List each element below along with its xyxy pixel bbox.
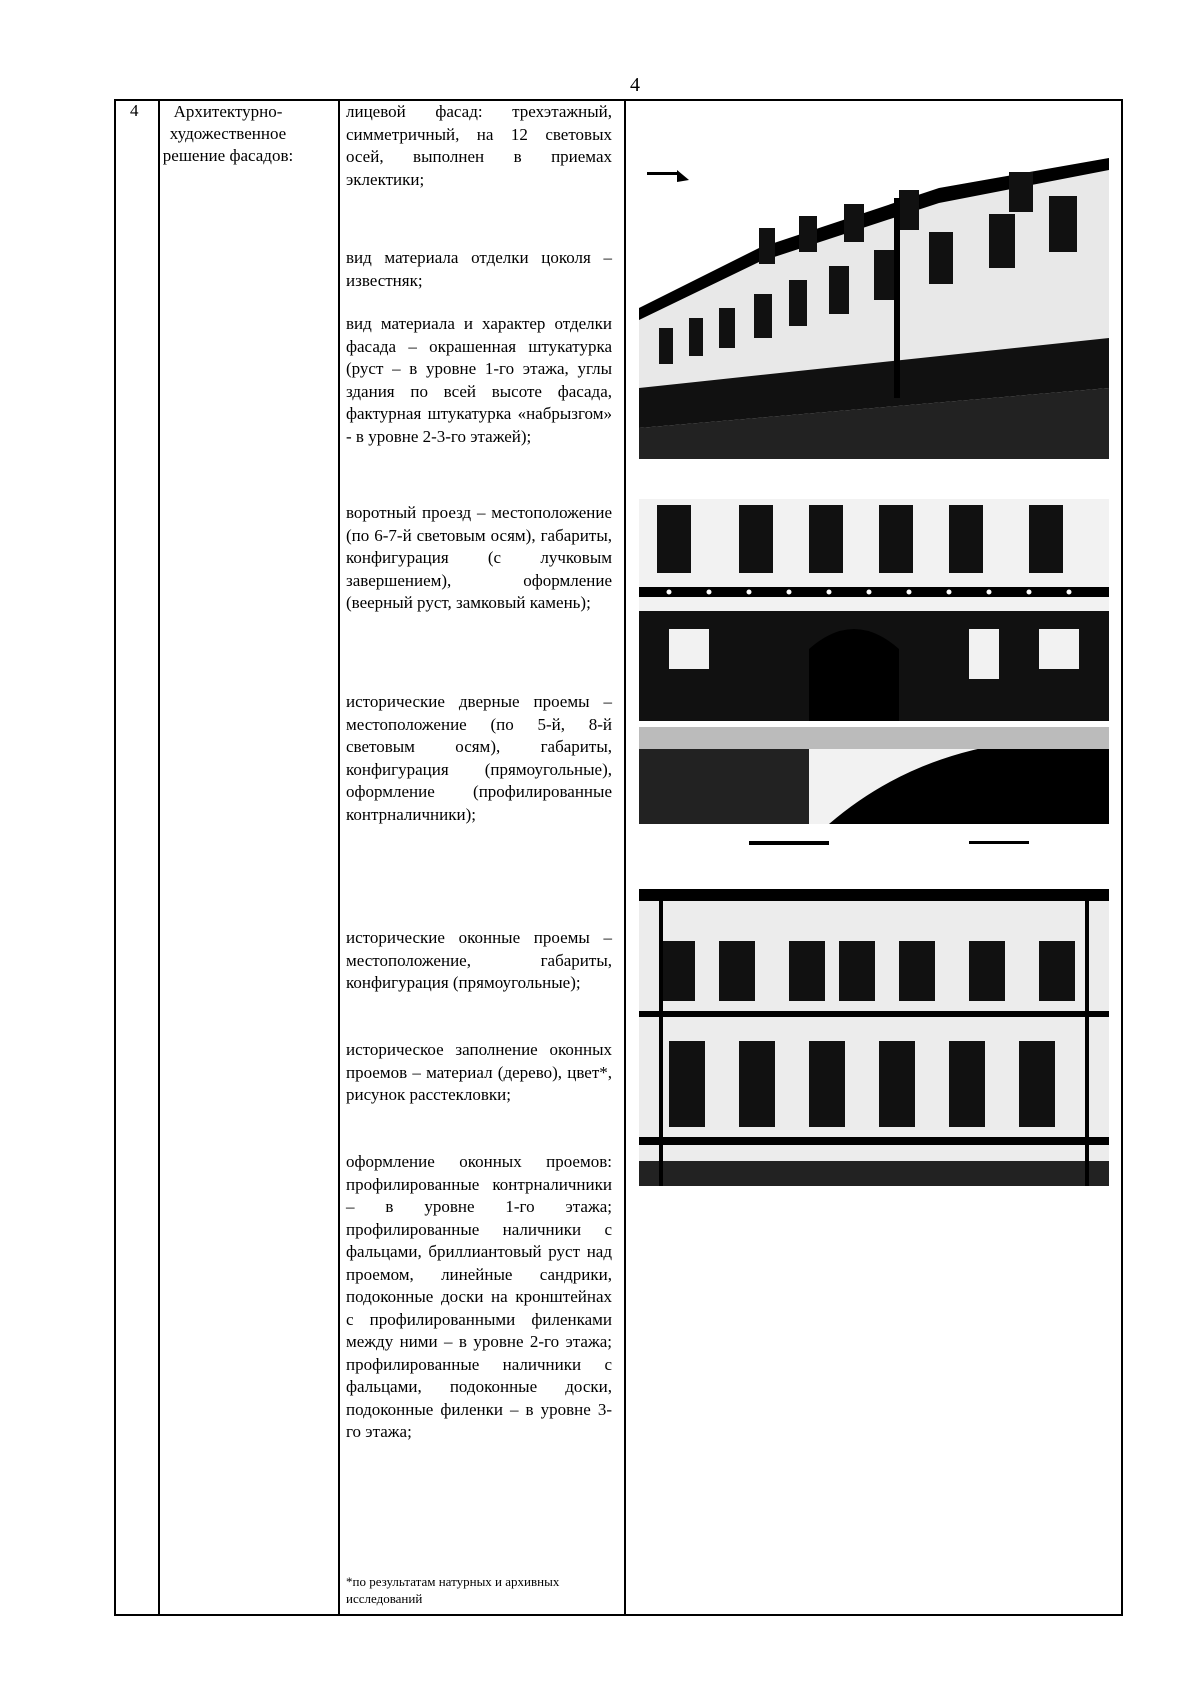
- facade-photo-gateway: [639, 499, 1109, 824]
- row-name: Архитектурно-художественное решение фасадов:: [162, 102, 294, 165]
- column-divider: [158, 101, 160, 1614]
- paragraph-window-fill: историческое заполнение оконных проемов – материал (дерево), цвет*, рисунок расстекловки;: [346, 1040, 612, 1104]
- paragraph-window-decor: оформление оконных проемов: профилированные контрналичники – в уровне 1-го этажа; профилированные наличники с фальцами, бриллиантовый руст над проемом, линейные сандрики, подоконные доски на кронштейнах с профилированными филенками между ними – в уровне 2-го этажа; профилированные наличники с фальцами, подоконные доски, подоконные филенки – в уровне 3-го этажа;: [346, 1152, 612, 1441]
- paragraph-finish: вид материала и характер отделки фасада – окрашенная штукатурка (руст – в уровне 1-го этажа, углы здания по всей высоте фасада, фактурная штукатурка «набрызгом» - в уровне 2-3-го этажей);: [346, 314, 612, 446]
- paragraph-windows: исторические оконные проемы – местоположение, габариты, конфигурация (прямоугольные);: [346, 928, 612, 992]
- facade-photo-windows: [639, 841, 1109, 1186]
- footnote: *по результатам натурных и архивных исследований: [346, 1574, 560, 1606]
- paragraph-gateway: воротный проезд – местоположение (по 6-7-й световым осям), габариты, конфигурация (с лучковым завершением), оформление (веерный руст, замковый камень);: [346, 503, 612, 612]
- column-divider: [624, 101, 626, 1614]
- paragraph-facade: лицевой фасад: трехэтажный, симметричный, на 12 световых осей, выполнен в приемах эклектики;: [346, 102, 612, 189]
- facade-table: [114, 99, 1123, 1616]
- row-number: 4: [130, 101, 139, 120]
- page-number: 4: [630, 74, 640, 96]
- column-divider: [338, 101, 340, 1614]
- facade-photo-perspective: [639, 158, 1109, 459]
- paragraph-plinth: вид материала отделки цоколя – известняк;: [346, 248, 612, 290]
- paragraph-doors: исторические дверные проемы – местоположение (по 5-й, 8-й световым осям), габариты, конфигурация (прямоугольные), оформление (профилированные контрналичники);: [346, 692, 612, 824]
